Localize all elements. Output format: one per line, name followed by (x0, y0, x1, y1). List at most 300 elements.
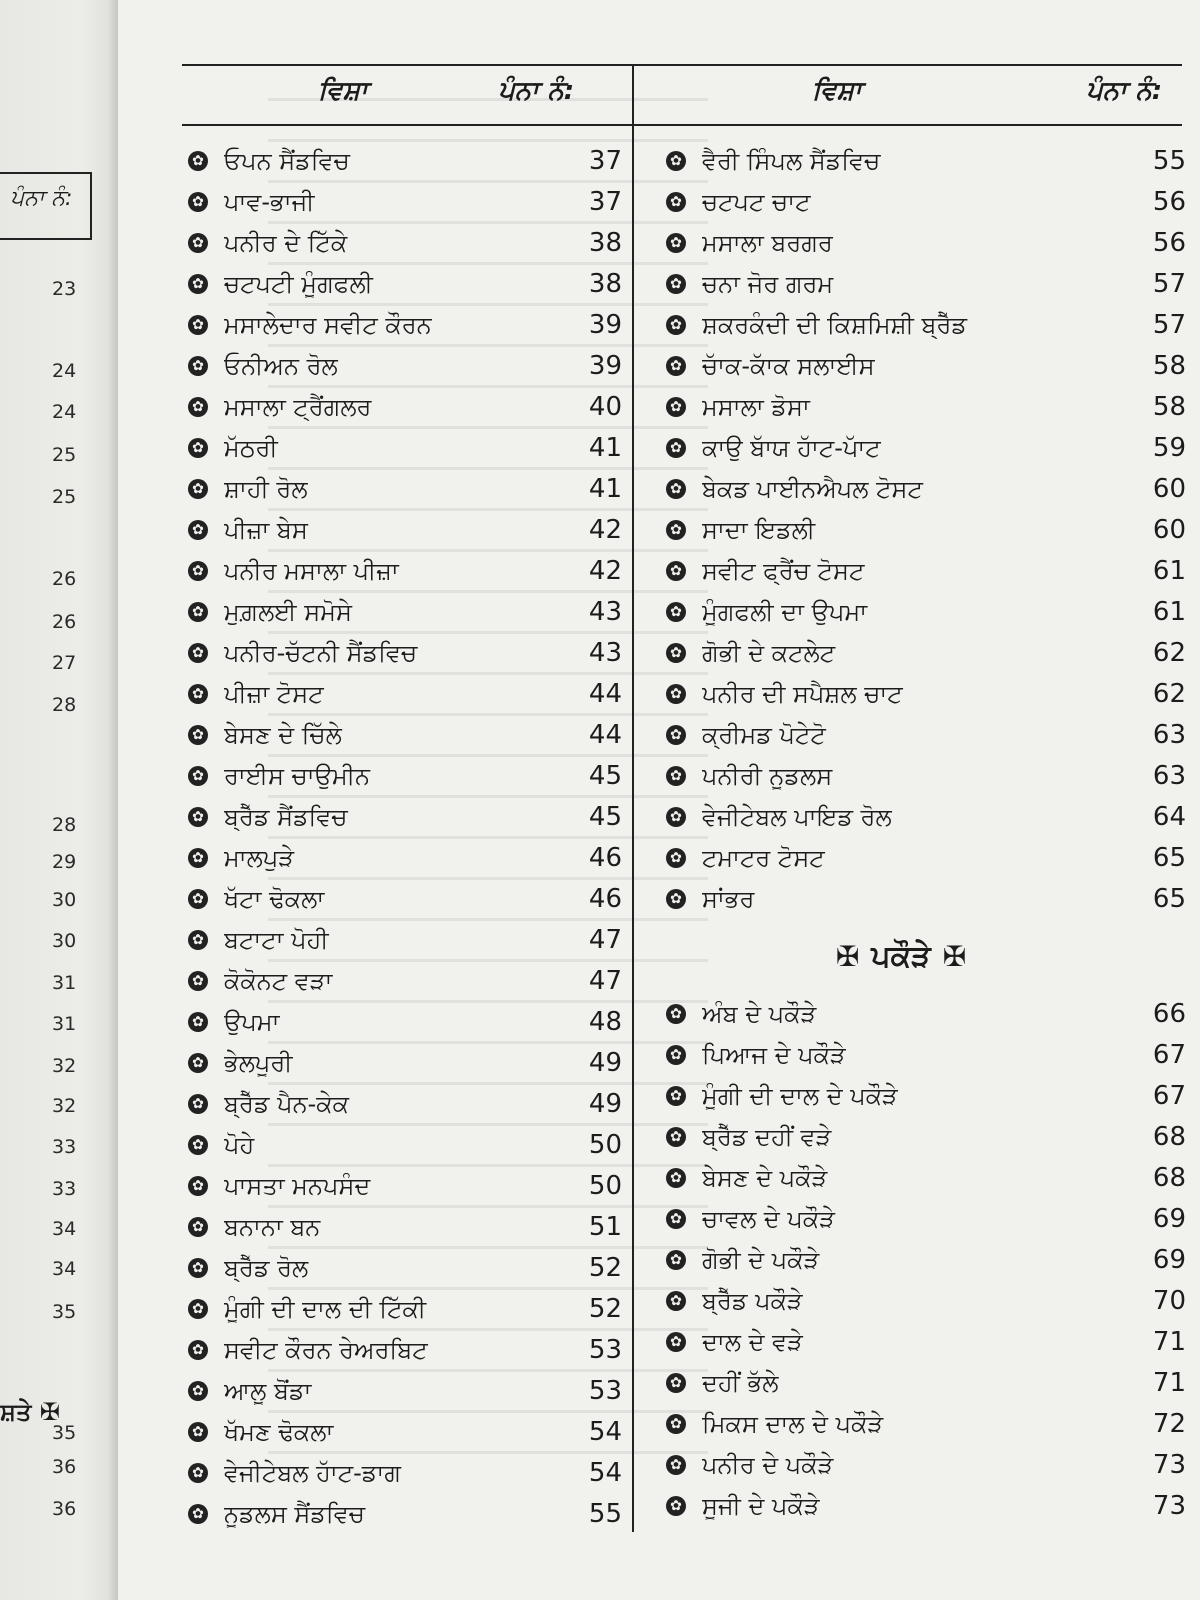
facing-page-header-label: ਪੰਨਾ ਨੰ: (10, 186, 73, 211)
contents-entry (188, 263, 622, 304)
entry-title: ਮਸਾਲੇਦਾਰ ਸਵੀਟ ਕੌਰਨ (224, 310, 432, 339)
contents-entry (188, 919, 622, 960)
entry-page-number: 70 (1152, 1285, 1186, 1316)
facing-page-number: 26 (52, 568, 77, 590)
entry-title: ਬ੍ਰੈੱਡ ਸੈਂਡਵਿਚ (224, 802, 348, 831)
flower-bullet-icon: ✿ (666, 1332, 686, 1352)
contents-entry (666, 468, 1186, 509)
facing-page-number: 33 (52, 1178, 77, 1200)
entry-title: ਉਪਮਾ (224, 1007, 280, 1036)
contents-entry (188, 1370, 622, 1411)
flower-bullet-icon: ✿ (666, 725, 686, 745)
entry-page-number: 38 (588, 268, 622, 299)
left-page-header: ਪੰਨਾ ਨੰ: (498, 76, 575, 106)
contents-entry (666, 755, 1186, 796)
flower-bullet-icon: ✿ (666, 315, 686, 335)
maltese-cross-icon: ✠ (835, 939, 860, 973)
flower-bullet-icon: ✿ (188, 684, 208, 704)
contents-entry (188, 181, 622, 222)
maltese-cross-icon: ✠ (942, 939, 967, 973)
flower-bullet-icon: ✿ (188, 848, 208, 868)
entry-title: ਚਾਵਲ ਦੇ ਪਕੌੜੇ (702, 1204, 835, 1233)
entry-page-number: 56 (1152, 186, 1186, 217)
entry-title: ਪਨੀਰ ਦੀ ਸਪੈਸ਼ਲ ਚਾਟ (702, 679, 903, 708)
contents-entry (666, 673, 1186, 714)
entry-page-number: 65 (1152, 842, 1186, 873)
entry-title: ਓਪਨ ਸੈਂਡਵਿਚ (224, 146, 350, 175)
left-contents-column (188, 140, 622, 1534)
contents-entry (666, 386, 1186, 427)
entry-page-number: 38 (588, 227, 622, 258)
flower-bullet-icon: ✿ (188, 1012, 208, 1032)
entry-title: ਵੇਜੀਟੇਬਲ ਪਾਇਡ ਰੋਲ (702, 802, 892, 831)
entry-page-number: 57 (1152, 268, 1186, 299)
contents-entry (666, 345, 1186, 386)
entry-page-number: 60 (1152, 473, 1186, 504)
contents-entry (188, 140, 622, 181)
flower-bullet-icon: ✿ (666, 807, 686, 827)
entry-page-number: 62 (1152, 637, 1186, 668)
entry-page-number: 69 (1152, 1244, 1186, 1275)
entry-title: ਖੱਟਾ ਢੋਕਲਾ (224, 884, 325, 913)
entry-page-number: 39 (588, 350, 622, 381)
contents-entry (188, 509, 622, 550)
flower-bullet-icon: ✿ (188, 971, 208, 991)
facing-page-number: 30 (52, 889, 77, 911)
flower-bullet-icon: ✿ (188, 1217, 208, 1237)
entry-title: ਬ੍ਰੈੱਡ ਰੋਲ (224, 1253, 309, 1282)
entry-page-number: 46 (588, 883, 622, 914)
entry-title: ਮੁਗ਼ਲਈ ਸਮੋਸੇ (224, 597, 352, 626)
entry-title: ਸੂਜੀ ਦੇ ਪਕੌੜੇ (702, 1491, 820, 1520)
entry-title: ਅੰਬ ਦੇ ਪਕੌੜੇ (702, 999, 817, 1028)
entry-title: ਦਾਲ ਦੇ ਵੜੇ (702, 1327, 803, 1356)
entry-title: ਮਸਾਲਾ ਟ੍ਰੈਂਗਲਰ (224, 392, 372, 421)
flower-bullet-icon: ✿ (188, 1381, 208, 1401)
flower-bullet-icon: ✿ (666, 1004, 686, 1024)
contents-entry (188, 960, 622, 1001)
contents-entry (666, 1116, 1186, 1157)
flower-bullet-icon: ✿ (666, 356, 686, 376)
flower-bullet-icon: ✿ (188, 1135, 208, 1155)
entry-title: ਬ੍ਰੈੱਡ ਪਕੌੜੇ (702, 1286, 803, 1315)
contents-entry (188, 714, 622, 755)
entry-page-number: 67 (1152, 1039, 1186, 1070)
facing-page-number: 35 (52, 1422, 77, 1444)
flower-bullet-icon: ✿ (188, 397, 208, 417)
flower-bullet-icon: ✿ (666, 1455, 686, 1475)
entry-page-number: 43 (588, 596, 622, 627)
entry-title: ਬੇਸਣ ਦੇ ਚਿੱਲੇ (224, 720, 342, 749)
column-divider (632, 64, 634, 1532)
entry-page-number: 39 (588, 309, 622, 340)
contents-entry (188, 1042, 622, 1083)
entry-title: ਰਾਈਸ ਚਾਉਮੀਨ (224, 761, 371, 790)
flower-bullet-icon: ✿ (188, 602, 208, 622)
contents-page (118, 0, 1200, 1600)
flower-bullet-icon: ✿ (666, 766, 686, 786)
entry-title: ਵੈਰੀ ਸਿੰਪਲ ਸੈਂਡਵਿਚ (702, 146, 881, 175)
contents-entry (188, 878, 622, 919)
entry-page-number: 40 (588, 391, 622, 422)
contents-entry (666, 304, 1186, 345)
contents-entry (188, 1124, 622, 1165)
entry-title: ਨੂਡਲਸ ਸੈਂਡਵਿਚ (224, 1499, 365, 1528)
entry-page-number: 61 (1152, 555, 1186, 586)
facing-page-number: 23 (52, 278, 77, 300)
facing-page-number: 24 (52, 360, 77, 382)
flower-bullet-icon: ✿ (188, 1258, 208, 1278)
facing-page-number: 30 (52, 930, 77, 952)
flower-bullet-icon: ✿ (666, 1168, 686, 1188)
entry-title: ਕ੍ਰੀਮਡ ਪੋਟੇਟੋ (702, 720, 826, 749)
entry-title: ਬੇਸਣ ਦੇ ਪਕੌੜੇ (702, 1163, 828, 1192)
flower-bullet-icon: ✿ (188, 151, 208, 171)
flower-bullet-icon: ✿ (188, 233, 208, 253)
entry-page-number: 58 (1152, 350, 1186, 381)
contents-entry (188, 1247, 622, 1288)
flower-bullet-icon: ✿ (188, 479, 208, 499)
entry-title: ਪਾਵ-ਭਾਜੀ (224, 187, 315, 216)
contents-entry (188, 304, 622, 345)
facing-page-number: 35 (52, 1301, 77, 1323)
facing-page-number: 31 (52, 972, 77, 994)
contents-entry (188, 427, 622, 468)
entry-title: ਗੋਭੀ ਦੇ ਪਕੌੜੇ (702, 1245, 820, 1274)
contents-entry (188, 386, 622, 427)
entry-title: ਖੱਮਣ ਢੋਕਲਾ (224, 1417, 334, 1446)
flower-bullet-icon: ✿ (666, 1045, 686, 1065)
contents-entry (188, 755, 622, 796)
facing-page-number: 26 (52, 611, 77, 633)
entry-page-number: 65 (1152, 883, 1186, 914)
contents-entry (666, 1157, 1186, 1198)
flower-bullet-icon: ✿ (666, 1209, 686, 1229)
entry-title: ਬਟਾਟਾ ਪੋਹੀ (224, 925, 329, 954)
entry-page-number: 69 (1152, 1203, 1186, 1234)
entry-page-number: 41 (588, 432, 622, 463)
entry-page-number: 47 (588, 965, 622, 996)
contents-entry (666, 427, 1186, 468)
entry-title: ਮਸਾਲਾ ਡੋਸਾ (702, 392, 810, 421)
flower-bullet-icon: ✿ (666, 438, 686, 458)
entry-title: ਸ਼ਾਹੀ ਰੋਲ (224, 474, 308, 503)
facing-page-header (0, 172, 92, 240)
flower-bullet-icon: ✿ (188, 1176, 208, 1196)
entry-title: ਮਸਾਲਾ ਬਰਗਰ (702, 228, 833, 257)
flower-bullet-icon: ✿ (666, 1086, 686, 1106)
entry-page-number: 73 (1152, 1490, 1186, 1521)
entry-title: ਆਲੂ ਬੋਂਡਾ (224, 1376, 312, 1405)
facing-page-number: 33 (52, 1136, 77, 1158)
header-top-rule (182, 64, 1182, 66)
entry-title: ਪਨੀਰ-ਚੱਟਨੀ ਸੈਂਡਵਿਚ (224, 638, 418, 667)
entry-title: ਮੱਠਰੀ (224, 433, 278, 462)
contents-entry (666, 1280, 1186, 1321)
entry-title: ਬੇਕਡ ਪਾਈਨਐਪਲ ਟੋਸਟ (702, 474, 923, 503)
contents-entry (666, 1075, 1186, 1116)
entry-page-number: 63 (1152, 719, 1186, 750)
entry-page-number: 49 (588, 1088, 622, 1119)
entry-page-number: 71 (1152, 1326, 1186, 1357)
contents-entry (188, 1165, 622, 1206)
flower-bullet-icon: ✿ (188, 807, 208, 827)
flower-bullet-icon: ✿ (666, 274, 686, 294)
entry-page-number: 42 (588, 514, 622, 545)
flower-bullet-icon: ✿ (188, 1504, 208, 1524)
entry-title: ਬਨਾਨਾ ਬਨ (224, 1212, 321, 1241)
right-page-header: ਪੰਨਾ ਨੰ: (1086, 76, 1163, 106)
facing-page-number: 25 (52, 486, 77, 508)
entry-title: ਮੂੰਗਫਲੀ ਦਾ ਉਪਮਾ (702, 597, 868, 626)
entry-title: ਬ੍ਰੈੱਡ ਪੈਨ-ਕੇਕ (224, 1089, 349, 1118)
contents-entry (188, 468, 622, 509)
facing-page-number: 31 (52, 1013, 77, 1035)
facing-page-section-fragment: ਸ਼ਤੇ ✠ (0, 1398, 60, 1426)
entry-title: ਮੂੰਗੀ ਦੀ ਦਾਲ ਦੀ ਟਿੱਕੀ (224, 1294, 427, 1323)
contents-entry (666, 509, 1186, 550)
contents-entry (188, 1288, 622, 1329)
entry-title: ਭੇਲਪੂਰੀ (224, 1048, 293, 1077)
flower-bullet-icon: ✿ (188, 438, 208, 458)
facing-page-number: 32 (52, 1055, 77, 1077)
entry-title: ਦਹੀਂ ਭੱਲੇ (702, 1368, 779, 1397)
flower-bullet-icon: ✿ (666, 233, 686, 253)
entry-page-number: 45 (588, 760, 622, 791)
entry-page-number: 48 (588, 1006, 622, 1037)
flower-bullet-icon: ✿ (666, 479, 686, 499)
entry-title: ਟਮਾਟਰ ਟੋਸਟ (702, 843, 825, 872)
entry-title: ਕਾਉ ਬਾੱਯ ਹਾੱਟ-ਪਾੱਟ (702, 433, 881, 462)
flower-bullet-icon: ✿ (188, 192, 208, 212)
entry-title: ਸਾਦਾ ਇਡਲੀ (702, 515, 816, 544)
facing-page-edge (0, 0, 118, 1600)
page-gutter-shadow (108, 0, 118, 1600)
contents-entry (666, 837, 1186, 878)
entry-page-number: 49 (588, 1047, 622, 1078)
contents-entry (666, 1444, 1186, 1485)
entry-page-number: 51 (588, 1211, 622, 1242)
entry-page-number: 68 (1152, 1162, 1186, 1193)
contents-entry (188, 1329, 622, 1370)
entry-page-number: 43 (588, 637, 622, 668)
contents-entry (188, 837, 622, 878)
header-bottom-rule (182, 124, 1182, 126)
entry-page-number: 55 (588, 1498, 622, 1529)
flower-bullet-icon: ✿ (666, 889, 686, 909)
entry-page-number: 66 (1152, 998, 1186, 1029)
facing-page-number: 28 (52, 814, 77, 836)
entry-title: ਸਵੀਟ ਕੌਰਨ ਰੇਅਰਬਿਟ (224, 1335, 428, 1364)
entry-title: ਪੀਜ਼ਾ ਟੋਸਟ (224, 679, 324, 708)
flower-bullet-icon: ✿ (666, 643, 686, 663)
entry-title: ਗੋਭੀ ਦੇ ਕਟਲੇਟ (702, 638, 836, 667)
flower-bullet-icon: ✿ (188, 930, 208, 950)
contents-entry (666, 714, 1186, 755)
flower-bullet-icon: ✿ (666, 520, 686, 540)
entry-title: ਵੇਜੀਟੇਬਲ ਹਾੱਟ-ਡਾਗ (224, 1458, 401, 1487)
section-heading (666, 919, 1186, 993)
contents-entry (188, 550, 622, 591)
flower-bullet-icon: ✿ (666, 151, 686, 171)
flower-bullet-icon: ✿ (188, 1053, 208, 1073)
contents-entry (188, 1452, 622, 1493)
contents-entry (666, 181, 1186, 222)
contents-entry (666, 632, 1186, 673)
entry-page-number: 63 (1152, 760, 1186, 791)
flower-bullet-icon: ✿ (666, 397, 686, 417)
facing-page-number: 34 (52, 1218, 77, 1240)
flower-bullet-icon: ✿ (666, 684, 686, 704)
entry-title: ਪਾਸਤਾ ਮਨਪਸੰਦ (224, 1171, 371, 1200)
entry-title: ਸ਼ਕਰਕੰਦੀ ਦੀ ਕਿਸ਼ਮਿਸ਼ੀ ਬ੍ਰੈੱਡ (702, 310, 967, 339)
facing-page-number: 32 (52, 1095, 77, 1117)
entry-page-number: 71 (1152, 1367, 1186, 1398)
flower-bullet-icon: ✿ (188, 1422, 208, 1442)
facing-page-number: 28 (52, 694, 77, 716)
flower-bullet-icon: ✿ (666, 848, 686, 868)
entry-page-number: 54 (588, 1416, 622, 1447)
flower-bullet-icon: ✿ (666, 1127, 686, 1147)
flower-bullet-icon: ✿ (188, 725, 208, 745)
contents-entry (666, 1403, 1186, 1444)
flower-bullet-icon: ✿ (188, 1094, 208, 1114)
entry-page-number: 67 (1152, 1080, 1186, 1111)
contents-entry (188, 796, 622, 837)
contents-entry (666, 1321, 1186, 1362)
contents-entry (188, 222, 622, 263)
entry-title: ਪਨੀਰੀ ਨੂਡਲਸ (702, 761, 833, 790)
contents-entry (666, 263, 1186, 304)
contents-entry (666, 796, 1186, 837)
entry-page-number: 58 (1152, 391, 1186, 422)
contents-entry (188, 1206, 622, 1247)
entry-title: ਪਨੀਰ ਮਸਾਲਾ ਪੀਜ਼ਾ (224, 556, 399, 585)
entry-page-number: 62 (1152, 678, 1186, 709)
contents-entry (666, 550, 1186, 591)
entry-page-number: 56 (1152, 227, 1186, 258)
flower-bullet-icon: ✿ (188, 889, 208, 909)
contents-entry (666, 591, 1186, 632)
contents-entry (666, 1198, 1186, 1239)
entry-page-number: 55 (1152, 145, 1186, 176)
entry-page-number: 73 (1152, 1449, 1186, 1480)
entry-page-number: 46 (588, 842, 622, 873)
contents-entry (188, 345, 622, 386)
facing-page-number: 25 (52, 444, 77, 466)
entry-page-number: 50 (588, 1170, 622, 1201)
flower-bullet-icon: ✿ (188, 766, 208, 786)
contents-entry (666, 1362, 1186, 1403)
contents-entry (666, 993, 1186, 1034)
entry-title: ਸਾਂਭਰ (702, 884, 755, 913)
contents-entry (666, 878, 1186, 919)
contents-entry (666, 140, 1186, 181)
entry-page-number: 47 (588, 924, 622, 955)
entry-title: ਪਿਆਜ ਦੇ ਪਕੌੜੇ (702, 1040, 846, 1069)
entry-title: ਚਟਪਟ ਚਾਟ (702, 187, 811, 216)
facing-page-number: 29 (52, 851, 77, 873)
entry-title: ਬ੍ਰੈੱਡ ਦਹੀਂ ਵੜੇ (702, 1122, 832, 1151)
entry-title: ਪਨੀਰ ਦੇ ਪਕੌੜੇ (702, 1450, 834, 1479)
entry-title: ਕੋਕੋਨਟ ਵੜਾ (224, 966, 333, 995)
entry-page-number: 53 (588, 1334, 622, 1365)
contents-entry (188, 1411, 622, 1452)
facing-page-number: 34 (52, 1258, 77, 1280)
entry-page-number: 60 (1152, 514, 1186, 545)
entry-title: ਚਨਾ ਜੋਰ ਗਰਮ (702, 269, 834, 298)
flower-bullet-icon: ✿ (188, 561, 208, 581)
facing-page-number: 24 (52, 401, 77, 423)
flower-bullet-icon: ✿ (666, 1373, 686, 1393)
entry-title: ਮਾਲਪੁੜੇ (224, 843, 295, 872)
entry-page-number: 52 (588, 1293, 622, 1324)
contents-entry (666, 1034, 1186, 1075)
right-subject-header: ਵਿਸ਼ਾ (812, 76, 862, 106)
contents-entry (188, 632, 622, 673)
right-contents-column (666, 140, 1186, 1526)
entry-page-number: 53 (588, 1375, 622, 1406)
flower-bullet-icon: ✿ (666, 192, 686, 212)
flower-bullet-icon: ✿ (666, 602, 686, 622)
contents-entry (188, 1001, 622, 1042)
entry-title: ਪੀਜ਼ਾ ਬੇਸ (224, 515, 308, 544)
flower-bullet-icon: ✿ (666, 561, 686, 581)
entry-page-number: 59 (1152, 432, 1186, 463)
entry-page-number: 64 (1152, 801, 1186, 832)
entry-page-number: 52 (588, 1252, 622, 1283)
entry-title: ਚਾੱਕ-ਕਾੱਕ ਸਲਾਈਸ (702, 351, 875, 380)
contents-entry (666, 1239, 1186, 1280)
entry-page-number: 37 (588, 145, 622, 176)
flower-bullet-icon: ✿ (188, 1340, 208, 1360)
contents-entry (188, 1493, 622, 1534)
flower-bullet-icon: ✿ (188, 520, 208, 540)
flower-bullet-icon: ✿ (188, 1299, 208, 1319)
entry-title: ਸਵੀਟ ਫ੍ਰੈਂਚ ਟੋਸਟ (702, 556, 865, 585)
entry-title: ਮੂੰਗੀ ਦੀ ਦਾਲ ਦੇ ਪਕੌੜੇ (702, 1081, 898, 1110)
contents-entry (188, 591, 622, 632)
entry-page-number: 41 (588, 473, 622, 504)
entry-page-number: 54 (588, 1457, 622, 1488)
flower-bullet-icon: ✿ (666, 1414, 686, 1434)
facing-page-number: 36 (52, 1498, 77, 1520)
entry-page-number: 37 (588, 186, 622, 217)
flower-bullet-icon: ✿ (666, 1496, 686, 1516)
entry-title: ਚਟਪਟੀ ਮੂੰਗਫਲੀ (224, 269, 373, 298)
entry-title: ਮਿਕਸ ਦਾਲ ਦੇ ਪਕੌੜੇ (702, 1409, 884, 1438)
section-title: ਪਕੌੜੇ (871, 938, 931, 974)
flower-bullet-icon: ✿ (188, 356, 208, 376)
entry-page-number: 61 (1152, 596, 1186, 627)
facing-page-number: 27 (52, 652, 77, 674)
flower-bullet-icon: ✿ (188, 274, 208, 294)
facing-page-number: 36 (52, 1456, 77, 1478)
contents-entry (666, 222, 1186, 263)
flower-bullet-icon: ✿ (188, 1463, 208, 1483)
entry-page-number: 72 (1152, 1408, 1186, 1439)
contents-entry (666, 1485, 1186, 1526)
flower-bullet-icon: ✿ (666, 1291, 686, 1311)
contents-entry (188, 673, 622, 714)
entry-page-number: 68 (1152, 1121, 1186, 1152)
entry-title: ਪੋਹੇ (224, 1130, 255, 1159)
flower-bullet-icon: ✿ (666, 1250, 686, 1270)
flower-bullet-icon: ✿ (188, 315, 208, 335)
entry-page-number: 42 (588, 555, 622, 586)
entry-page-number: 44 (588, 719, 622, 750)
entry-title: ਪਨੀਰ ਦੇ ਟਿੱਕੇ (224, 228, 348, 257)
